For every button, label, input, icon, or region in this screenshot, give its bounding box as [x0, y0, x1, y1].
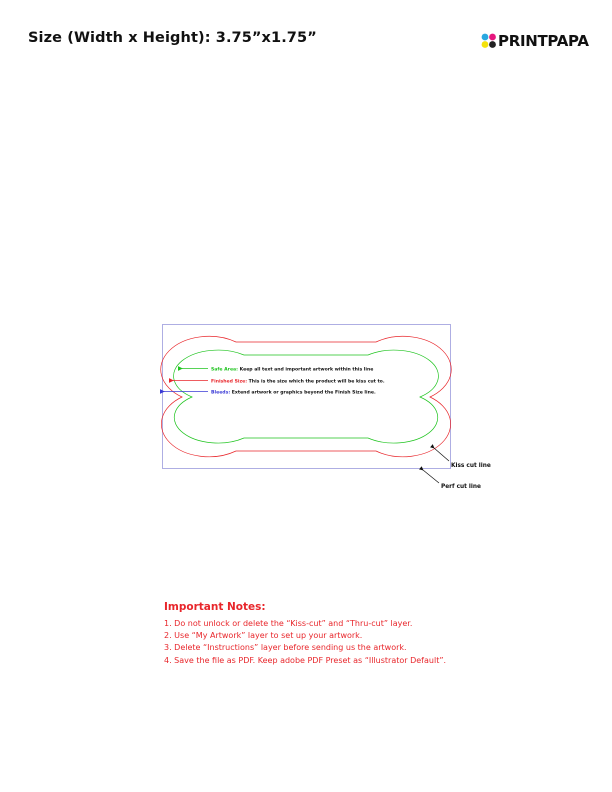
notes-heading: Important Notes:	[164, 601, 266, 613]
legend-finished-size-label: Finished Size:	[211, 379, 248, 385]
legend-bleeds-text: Extend artwork or graphics beyond the Finish Size line.	[230, 390, 376, 396]
finished-size-kiss-cut-line	[161, 336, 452, 456]
kiss-cut-callout-arrow	[434, 448, 449, 461]
logo-text: PRINTPAPA	[498, 32, 589, 50]
note-item: 4. Save the file as PDF. Keep adobe PDF Preset as “Illustrator Default”.	[164, 655, 447, 665]
perf-cut-callout-arrow	[423, 470, 439, 483]
legend-safe-area	[211, 367, 373, 373]
bleed-perf-line	[163, 325, 451, 469]
legend-bleeds	[211, 390, 376, 396]
page-title: Size (Width x Height): 3.75”x1.75”	[28, 30, 317, 46]
note-item: 3. Delete “Instructions” layer before sending us the artwork.	[164, 643, 407, 653]
important-notes	[164, 601, 446, 667]
perf-cut-callout-label: Perf cut line	[441, 484, 481, 490]
legend-safe-area-label: Safe Area:	[211, 367, 238, 373]
legend-finished-size	[211, 379, 385, 385]
note-item: 2. Use “My Artwork” layer to set up your artwork.	[164, 631, 363, 641]
legend-finished-size-text: This is the size which the product will be kiss cut to.	[247, 379, 385, 385]
kiss-cut-callout-label: Kiss cut line	[451, 463, 491, 469]
legend-bleeds-label: Bleeds:	[211, 390, 231, 396]
note-item: 1. Do not unlock or delete the “Kiss-cut” and “Thru-cut” layer.	[164, 619, 413, 628]
safe-area-line	[174, 350, 439, 443]
legend-safe-area-text: Keep all text and important artwork within this line	[238, 367, 374, 373]
